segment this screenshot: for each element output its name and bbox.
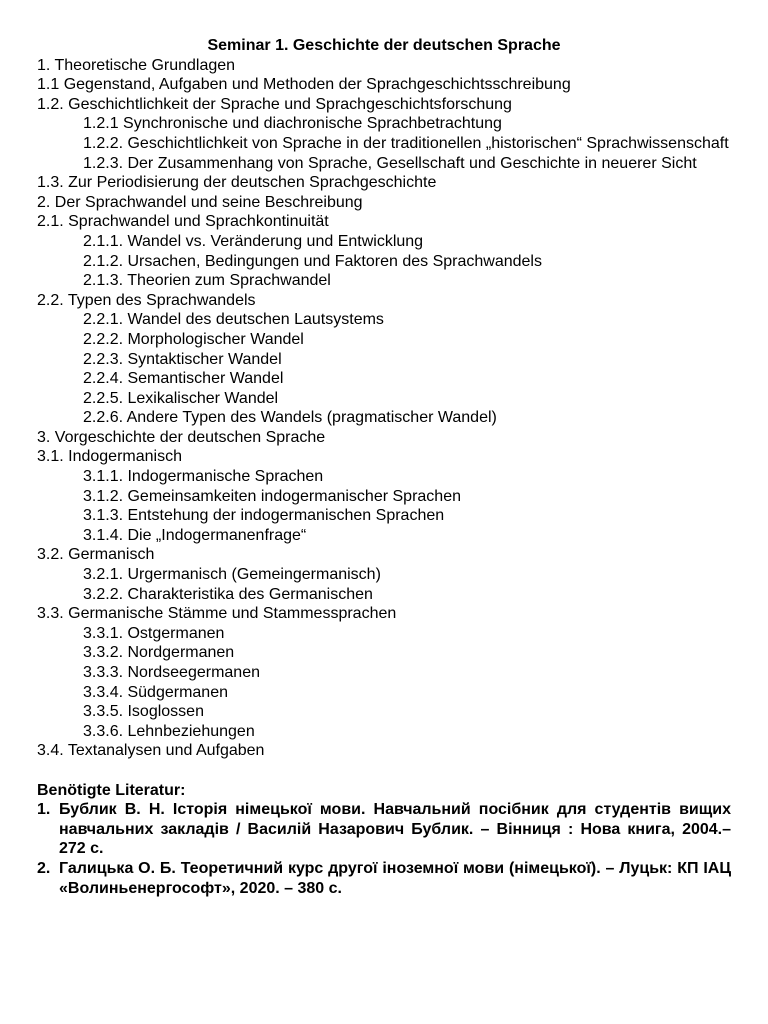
- outline-item: 3.1.2. Gemeinsamkeiten indogermanischer Sprachen: [83, 487, 461, 505]
- literature-item-text: Бублик В. Н. Історія німецької мови. Навчальний посібник для студентів вищих навчальних закладів / Василій Назарович Бублик. – Вінниця : Нова книга, 2004.– 272 с.: [59, 801, 731, 858]
- outline-item: 3.3.6. Lehnbeziehungen: [83, 722, 255, 740]
- outline-item: 2.2.1. Wandel des deutschen Lautsystems: [83, 311, 384, 329]
- outline-item: 3.1. Indogermanisch: [37, 448, 182, 466]
- outline-item: 3.1.1. Indogermanische Sprachen: [83, 468, 324, 486]
- outline-item: 1.2.2. Geschichtlichkeit von Sprache in der traditionellen „historischen“ Sprachwissenschaft: [83, 134, 729, 152]
- outline-list: [37, 56, 731, 761]
- literature-heading: Benötigte Literatur:: [37, 781, 186, 799]
- outline-item: 3.3.4. Südgermanen: [83, 683, 228, 701]
- literature-item: [37, 859, 731, 898]
- literature-item-text: Галицька О. Б. Теоретичний курс другої іноземної мови (німецької). – Луцьк: КП ІАЦ «Волиньенергософт», 2020. – 380 с.: [59, 859, 731, 897]
- outline-item: 3.2.1. Urgermanisch (Gemeingermanisch): [83, 566, 381, 584]
- literature-item-number: 1.: [37, 801, 51, 819]
- outline-item: 3.1.3. Entstehung der indogermanischen Sprachen: [83, 507, 445, 525]
- outline-item: 3.2. Germanisch: [37, 546, 155, 564]
- literature-item: [37, 800, 731, 859]
- literature-item-number: 2.: [37, 859, 51, 877]
- outline-item: 1.2.1 Synchronische und diachronische Sprachbetrachtung: [83, 115, 502, 133]
- document-title: Seminar 1. Geschichte der deutschen Sprache: [207, 37, 561, 54]
- outline-item: 2.2.2. Morphologischer Wandel: [83, 330, 304, 348]
- outline-item: 2. Der Sprachwandel und seine Beschreibung: [37, 193, 363, 211]
- outline-item: 3.1.4. Die „Indogermanenfrage“: [83, 526, 307, 544]
- outline-item: 1. Theoretische Grundlagen: [37, 56, 236, 74]
- outline-item: 3.3.5. Isoglossen: [83, 703, 204, 721]
- outline-item: 2.2.3. Syntaktischer Wandel: [83, 350, 282, 368]
- outline-item: 1.1 Gegenstand, Aufgaben und Methoden der Sprachgeschichtsschreibung: [37, 76, 571, 94]
- outline-item: 3.3.2. Nordgermanen: [83, 644, 235, 662]
- outline-item: 2.1.1. Wandel vs. Veränderung und Entwicklung: [83, 232, 424, 250]
- outline-item: 1.2. Geschichtlichkeit der Sprache und Sprachgeschichtsforschung: [37, 95, 512, 113]
- outline-item: 1.3. Zur Periodisierung der deutschen Sprachgeschichte: [37, 174, 437, 192]
- outline-item: 2.1.2. Ursachen, Bedingungen und Faktoren des Sprachwandels: [83, 252, 542, 270]
- outline-item: 2.2.6. Andere Typen des Wandels (pragmatischer Wandel): [83, 409, 497, 427]
- outline-item: 3.4. Textanalysen und Aufgaben: [37, 742, 265, 760]
- document-page: [37, 36, 731, 898]
- outline-item: 2.2.5. Lexikalischer Wandel: [83, 389, 279, 407]
- outline-item: 3.3.1. Ostgermanen: [83, 624, 225, 642]
- outline-item: 2.2. Typen des Sprachwandels: [37, 291, 256, 309]
- outline-item: 2.2.4. Semantischer Wandel: [83, 370, 284, 388]
- outline-item: 3. Vorgeschichte der deutschen Sprache: [37, 428, 326, 446]
- outline-item: 3.3.3. Nordseegermanen: [83, 664, 260, 681]
- outline-item: 1.2.3. Der Zusammenhang von Sprache, Gesellschaft und Geschichte in neuerer Sicht: [83, 154, 697, 172]
- outline-item: 2.1. Sprachwandel und Sprachkontinuität: [37, 213, 329, 231]
- literature-list: [37, 800, 731, 898]
- outline-item: 2.1.3. Theorien zum Sprachwandel: [83, 272, 331, 290]
- outline-item: 3.2.2. Charakteristika des Germanischen: [83, 585, 373, 603]
- outline-item: 3.3. Germanische Stämme und Stammessprachen: [37, 605, 397, 623]
